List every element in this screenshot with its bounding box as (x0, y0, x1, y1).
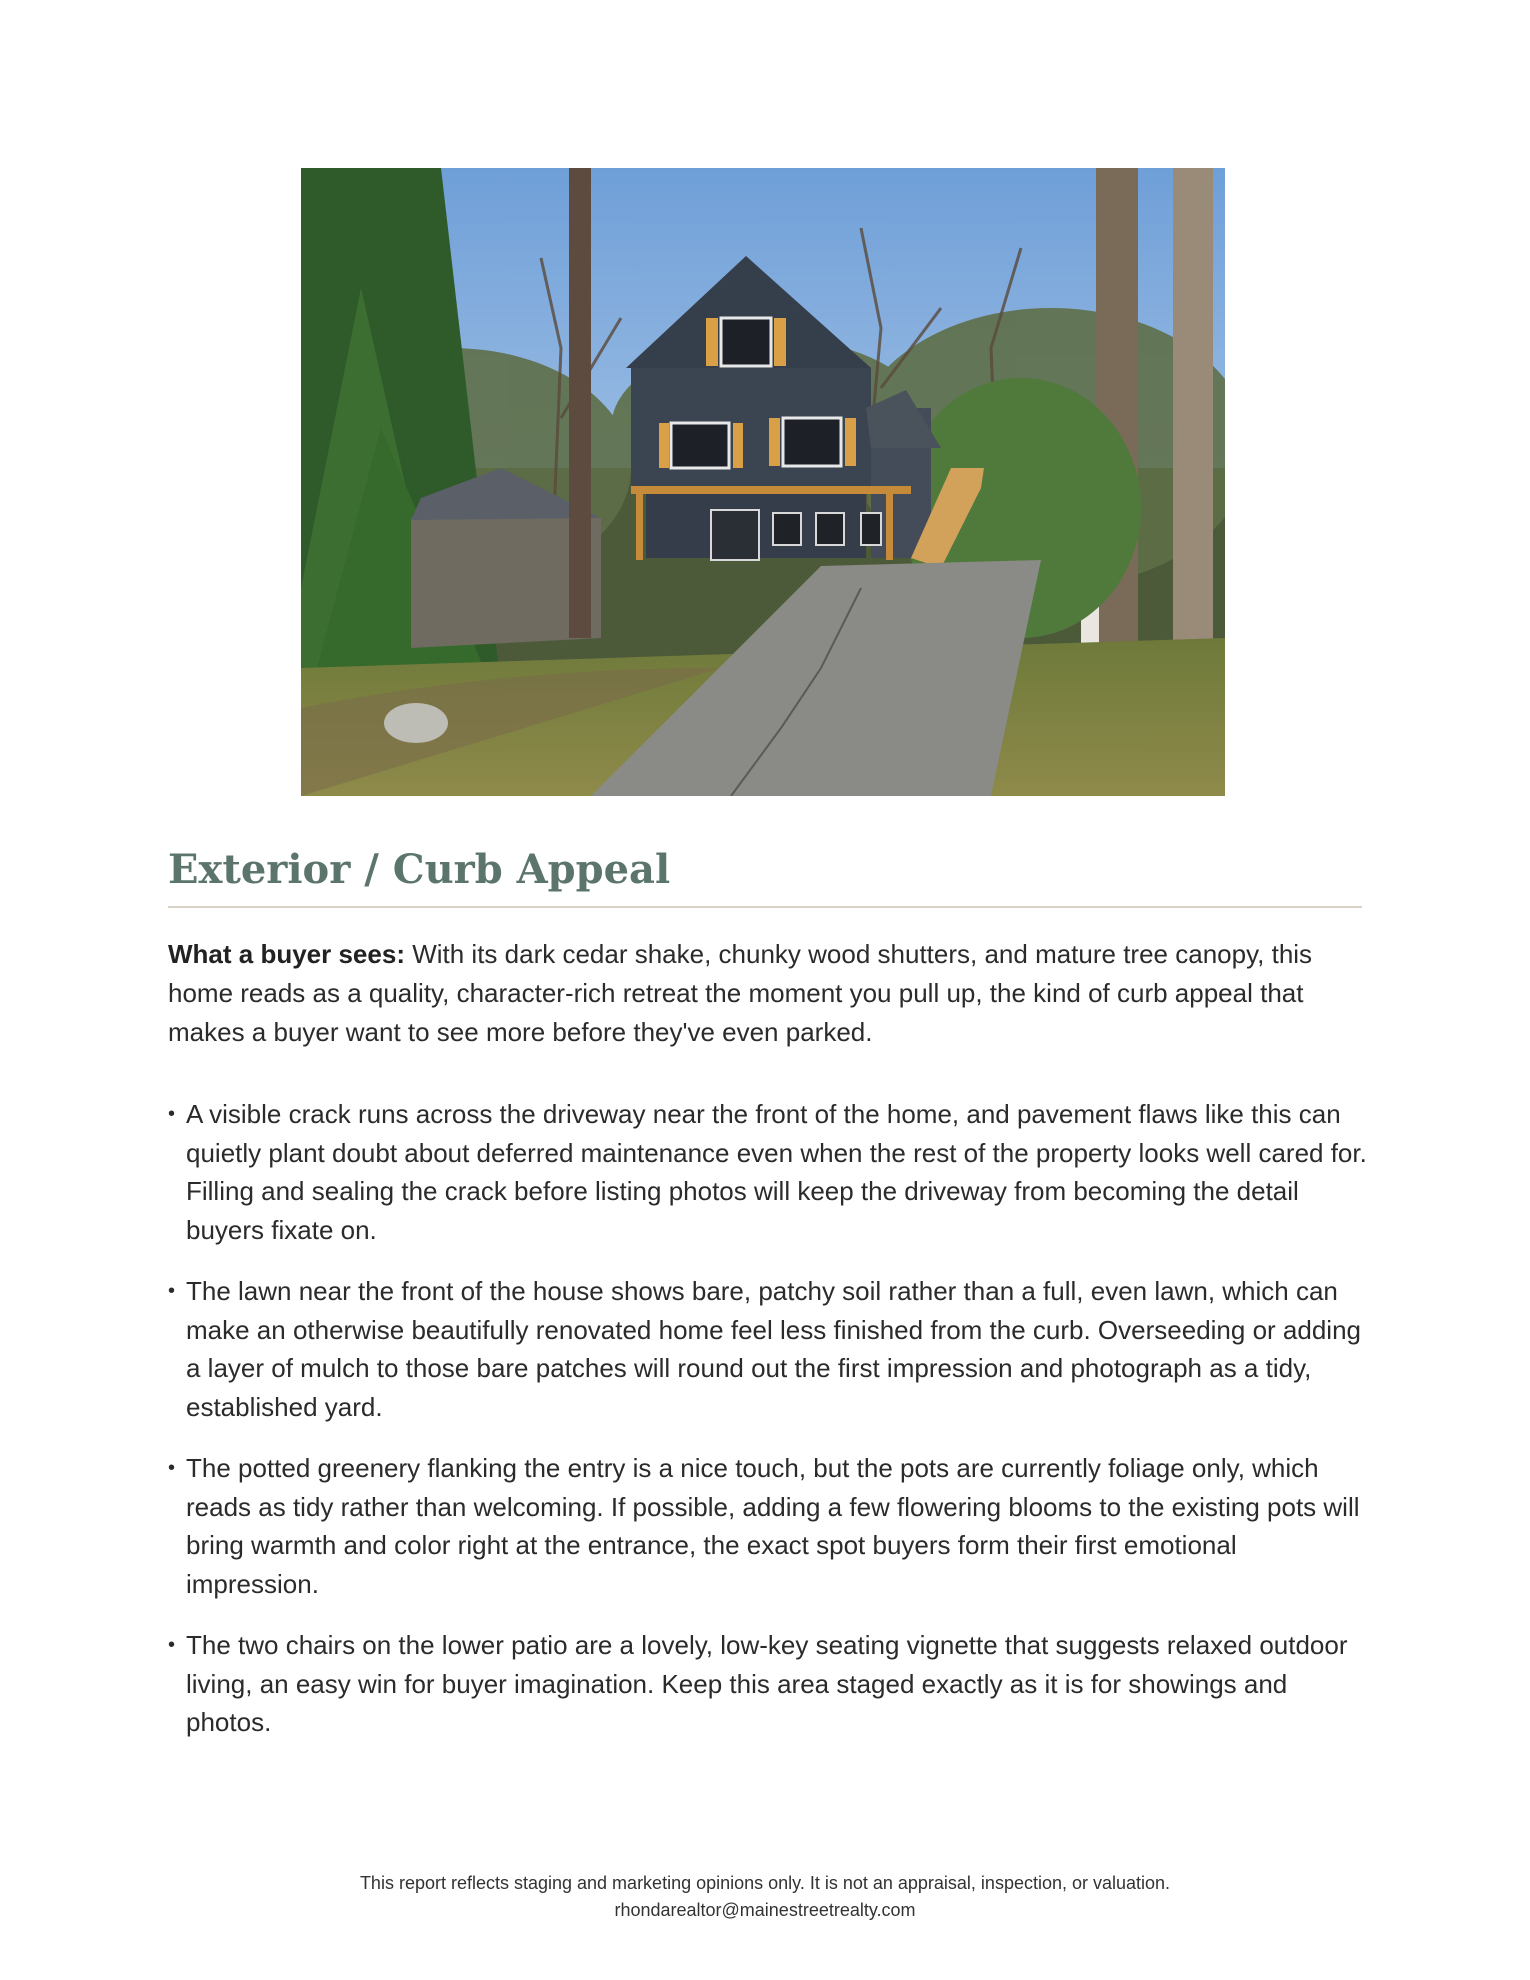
buyer-sees-label: What a buyer sees: (168, 939, 405, 969)
list-item (168, 1449, 1373, 1603)
list-item (168, 1095, 1373, 1249)
section-divider (168, 906, 1362, 908)
list-item (168, 1272, 1373, 1426)
footer-disclaimer: This report reflects staging and marketing opinions only. It is not an appraisal, inspection, or valuation. (359, 1873, 1171, 1893)
list-item-text: The potted greenery flanking the entry is a nice touch, but the pots are currently foliage only, which reads as tidy rather than welcoming. If possible, adding a few flowering blooms to the existing pots will bring warmth and color right at the entrance, the exact spot buyers form their first emotional impression. (186, 1453, 1360, 1599)
list-item-text: A visible crack runs across the driveway near the front of the home, and pavement flaws like this can quietly plant doubt about deferred maintenance even when the rest of the property looks well cared for. Filling and sealing the crack before listing photos will keep the driveway from becoming the detail buyers fixate on. (186, 1099, 1367, 1245)
list-item-text: The two chairs on the lower patio are a lovely, low-key seating vignette that suggests relaxed outdoor living, an easy win for buyer imagination. Keep this area staged exactly as it is for showings and photos. (186, 1630, 1348, 1737)
house-exterior-photo (301, 168, 1225, 796)
list-item (168, 1626, 1373, 1742)
bullet-marker: • (168, 1280, 176, 1302)
list-item-text: The lawn near the front of the house shows bare, patchy soil rather than a full, even lawn, which can make an otherwise beautifully renovated home feel less finished from the curb. Overseeding or adding a layer of mulch to those bare patches will round out the first impression and photograph as a tidy, established yard. (186, 1276, 1361, 1422)
buyer-sees-paragraph (168, 935, 1368, 1052)
buyer-sees-text: With its dark cedar shake, chunky wood shutters, and mature tree canopy, this home reads as a quality, character-rich retreat the moment you pull up, the kind of curb appeal that makes a buyer want to see more before they've even parked. (168, 939, 1313, 1047)
bullet-marker: • (168, 1103, 176, 1125)
bullet-marker: • (168, 1457, 176, 1479)
footer-email[interactable]: rhondarealtor@mainestreetrealty.com (614, 1900, 916, 1920)
recommendation-list (168, 1095, 1373, 1765)
section-title: Exterior / Curb Appeal (168, 846, 671, 893)
bullet-marker: • (168, 1634, 176, 1656)
page-footer (0, 1870, 1530, 1924)
